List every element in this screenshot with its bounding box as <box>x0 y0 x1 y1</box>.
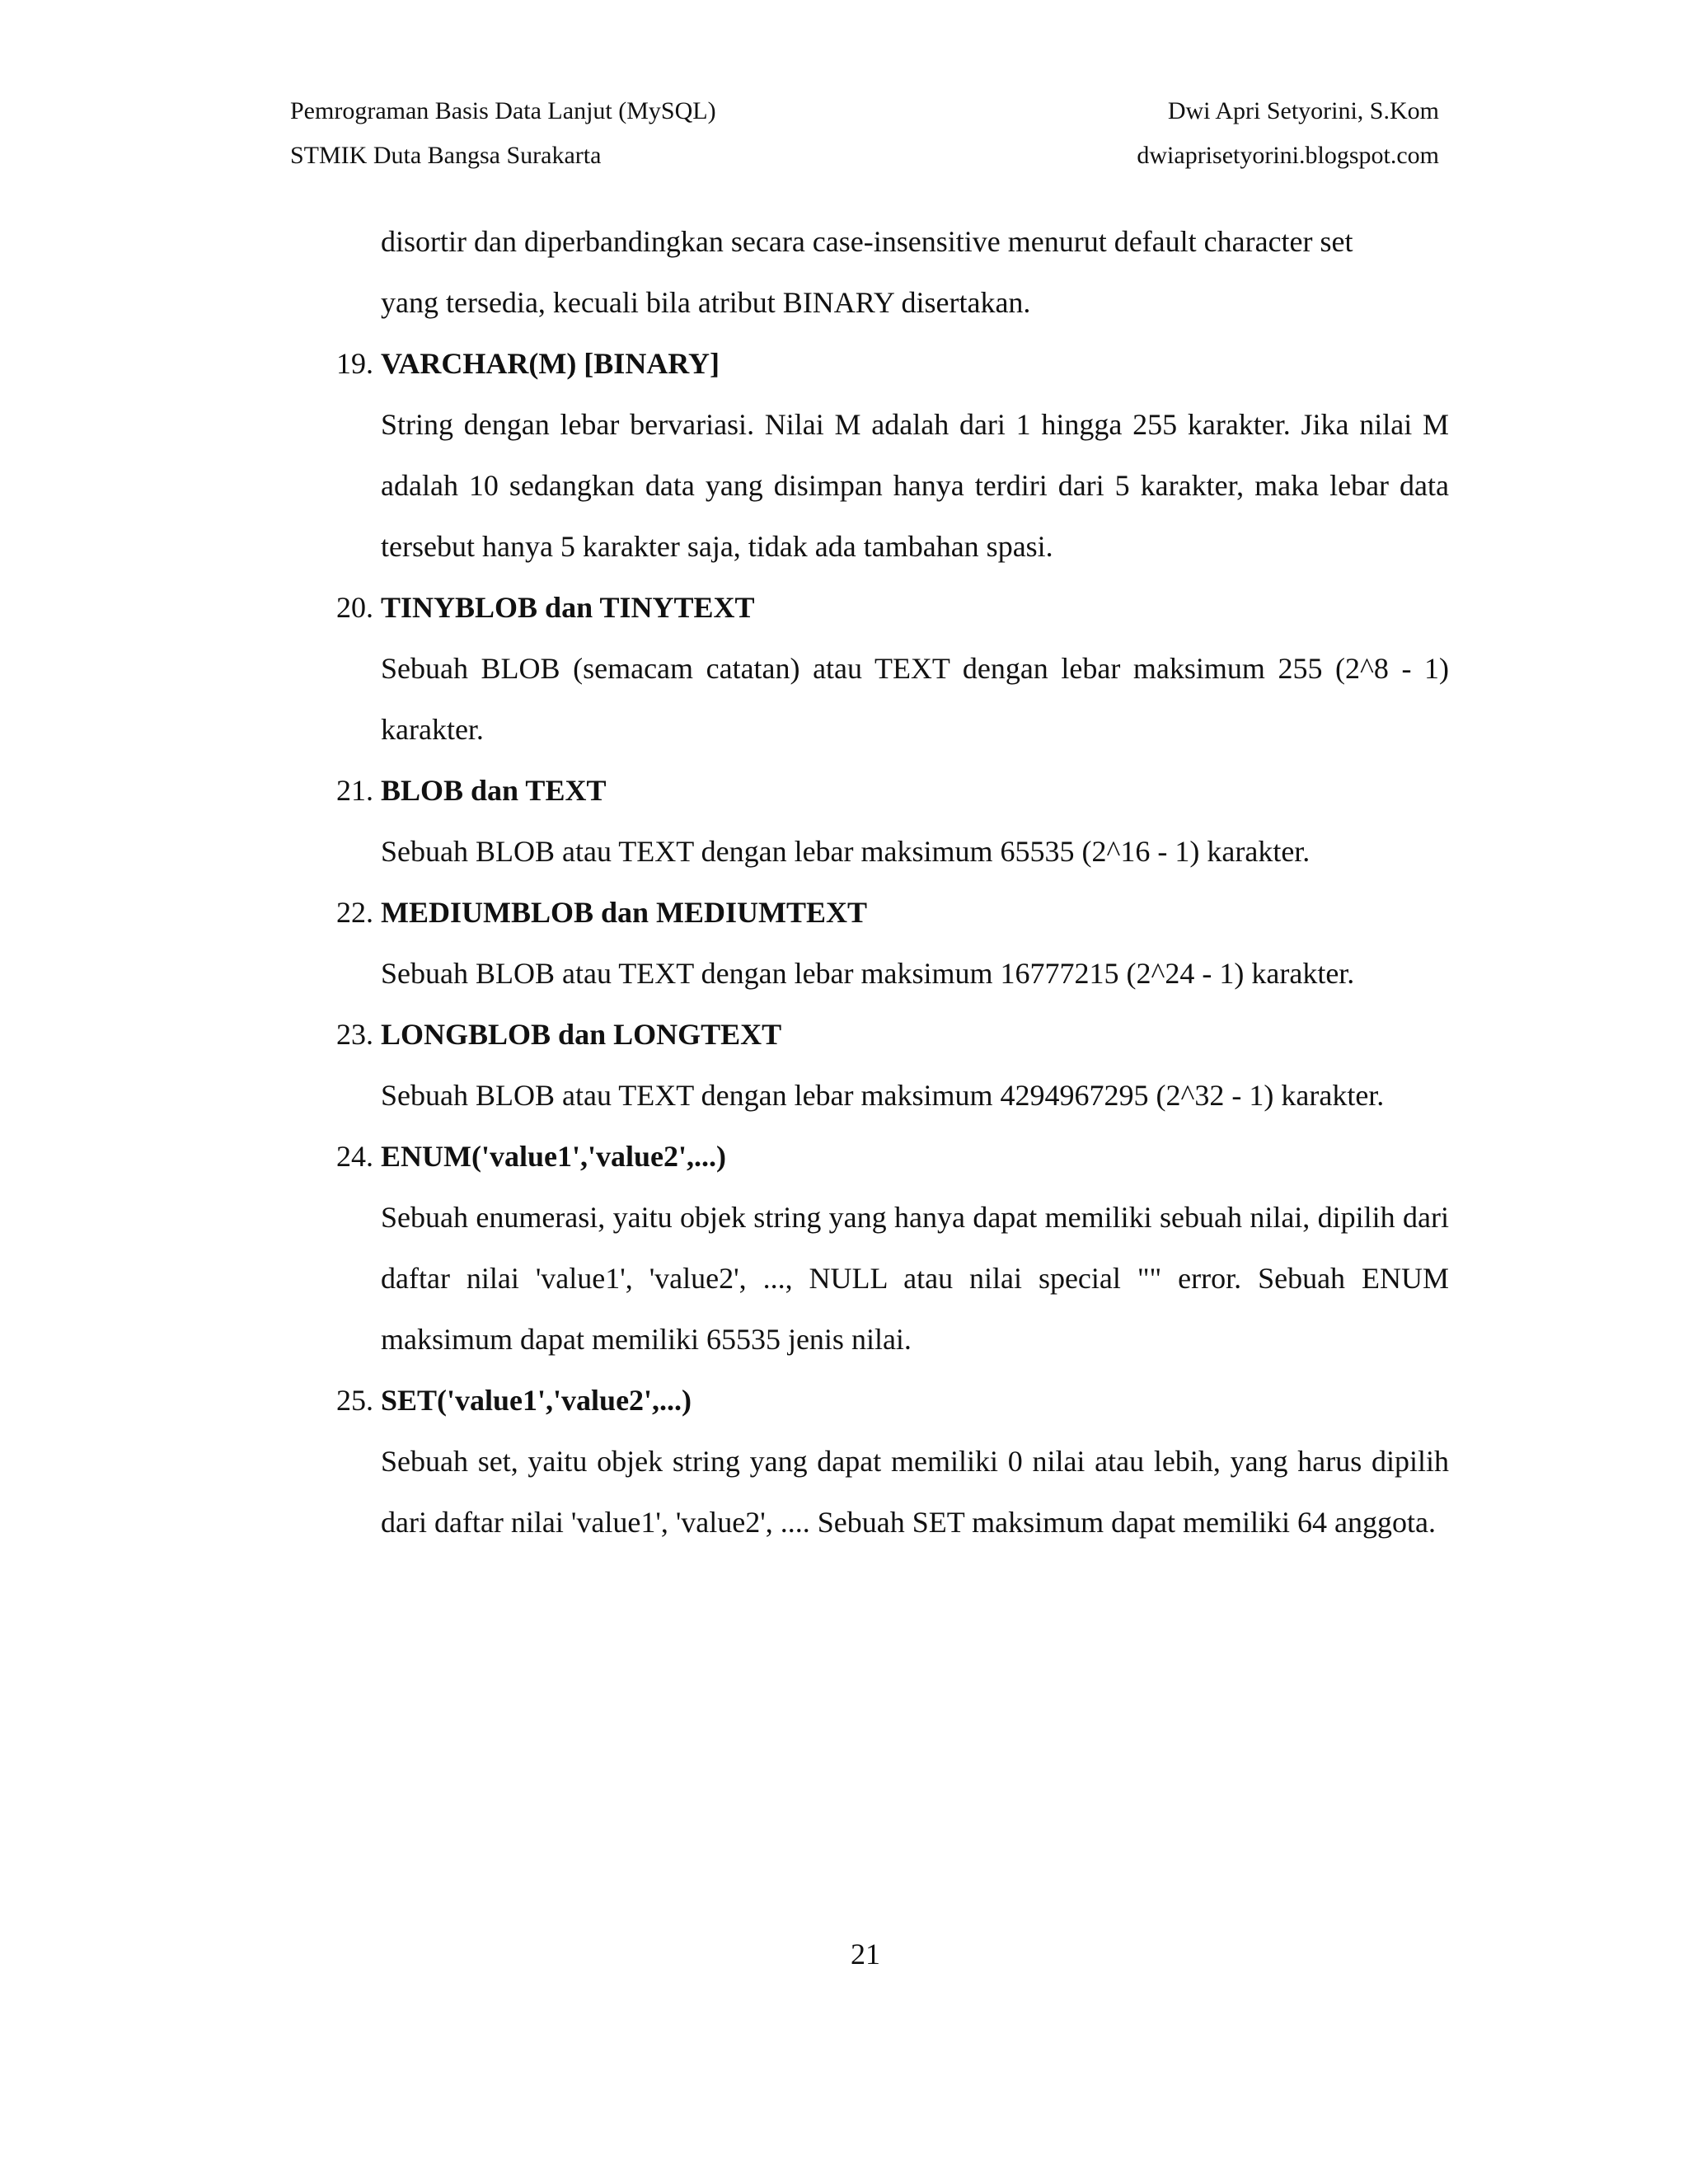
list-item <box>336 333 1449 577</box>
list-item <box>336 760 1449 882</box>
item-description: Sebuah BLOB (semacam catatan) atau TEXT dengan lebar maksimum 255 (2^8 - 1) karakter. <box>381 652 1449 746</box>
item-description: Sebuah enumerasi, yaitu objek string yang hanya dapat memiliki sebuah nilai, dipilih dari daftar nilai 'value1', 'value2', ..., NULL atau nilai special "" error. Sebuah ENUM maksimum dapat memiliki 65535 jenis nilai. <box>381 1201 1449 1356</box>
item-number: 20. <box>336 591 373 624</box>
list-item <box>336 1370 1449 1553</box>
item-description: Sebuah set, yaitu objek string yang dapat memiliki 0 nilai atau lebih, yang harus dipilih dari daftar nilai 'value1', 'value2', .... Sebuah SET maksimum dapat memiliki 64 anggota. <box>381 1445 1449 1539</box>
item-heading <box>336 577 1449 638</box>
item-title: TINYBLOB dan TINYTEXT <box>381 591 755 624</box>
item-title: MEDIUMBLOB dan MEDIUMTEXT <box>381 896 868 929</box>
item-number: 25. <box>336 1384 373 1417</box>
intro-line-2: yang tersedia, kecuali bila atribut BINARY disertakan. <box>381 286 1031 319</box>
item-heading <box>336 882 1449 943</box>
course-title: Pemrograman Basis Data Lanjut (MySQL) <box>290 97 716 124</box>
item-heading <box>336 760 1449 821</box>
intro-line-1: disortir dan diperbandingkan secara case-insensitive menurut default character set <box>381 225 1353 258</box>
page-header <box>290 89 1439 178</box>
header-row-1 <box>290 89 1439 134</box>
item-title: ENUM('value1','value2',...) <box>381 1140 726 1173</box>
item-number: 23. <box>336 1018 373 1051</box>
item-title: LONGBLOB dan LONGTEXT <box>381 1018 782 1051</box>
item-heading <box>336 1370 1449 1431</box>
list-item <box>336 882 1449 1004</box>
item-number: 24. <box>336 1140 373 1173</box>
item-description: String dengan lebar bervariasi. Nilai M adalah dari 1 hingga 255 karakter. Jika nilai M adalah 10 sedangkan data yang disimpan hanya terdiri dari 5 karakter, maka lebar data tersebut hanya 5 karakter saja, tidak ada tambahan spasi. <box>381 408 1449 563</box>
item-title: SET('value1','value2',...) <box>381 1384 692 1417</box>
list-item <box>336 577 1449 760</box>
item-number: 22. <box>336 896 373 929</box>
intro-paragraph <box>381 211 1449 333</box>
item-heading <box>336 1126 1449 1187</box>
page-number: 21 <box>851 1938 880 1971</box>
author-name: Dwi Apri Setyorini, S.Kom <box>1167 97 1439 124</box>
item-title: VARCHAR(M) [BINARY] <box>381 347 720 380</box>
item-description: Sebuah BLOB atau TEXT dengan lebar maksimum 16777215 (2^24 - 1) karakter. <box>381 957 1355 990</box>
item-number: 21. <box>336 774 373 807</box>
institution-name: STMIK Duta Bangsa Surakarta <box>290 142 602 169</box>
item-heading <box>336 1004 1449 1065</box>
header-row-2 <box>290 134 1439 178</box>
item-title: BLOB dan TEXT <box>381 774 607 807</box>
item-description: Sebuah BLOB atau TEXT dengan lebar maksimum 4294967295 (2^32 - 1) karakter. <box>381 1079 1385 1112</box>
document-body <box>336 211 1449 1553</box>
list-item <box>336 1126 1449 1370</box>
author-blog: dwiaprisetyorini.blogspot.com <box>1137 142 1439 169</box>
item-number: 19. <box>336 347 373 380</box>
item-description: Sebuah BLOB atau TEXT dengan lebar maksimum 65535 (2^16 - 1) karakter. <box>381 835 1311 868</box>
item-heading <box>336 333 1449 394</box>
list-item <box>336 1004 1449 1126</box>
